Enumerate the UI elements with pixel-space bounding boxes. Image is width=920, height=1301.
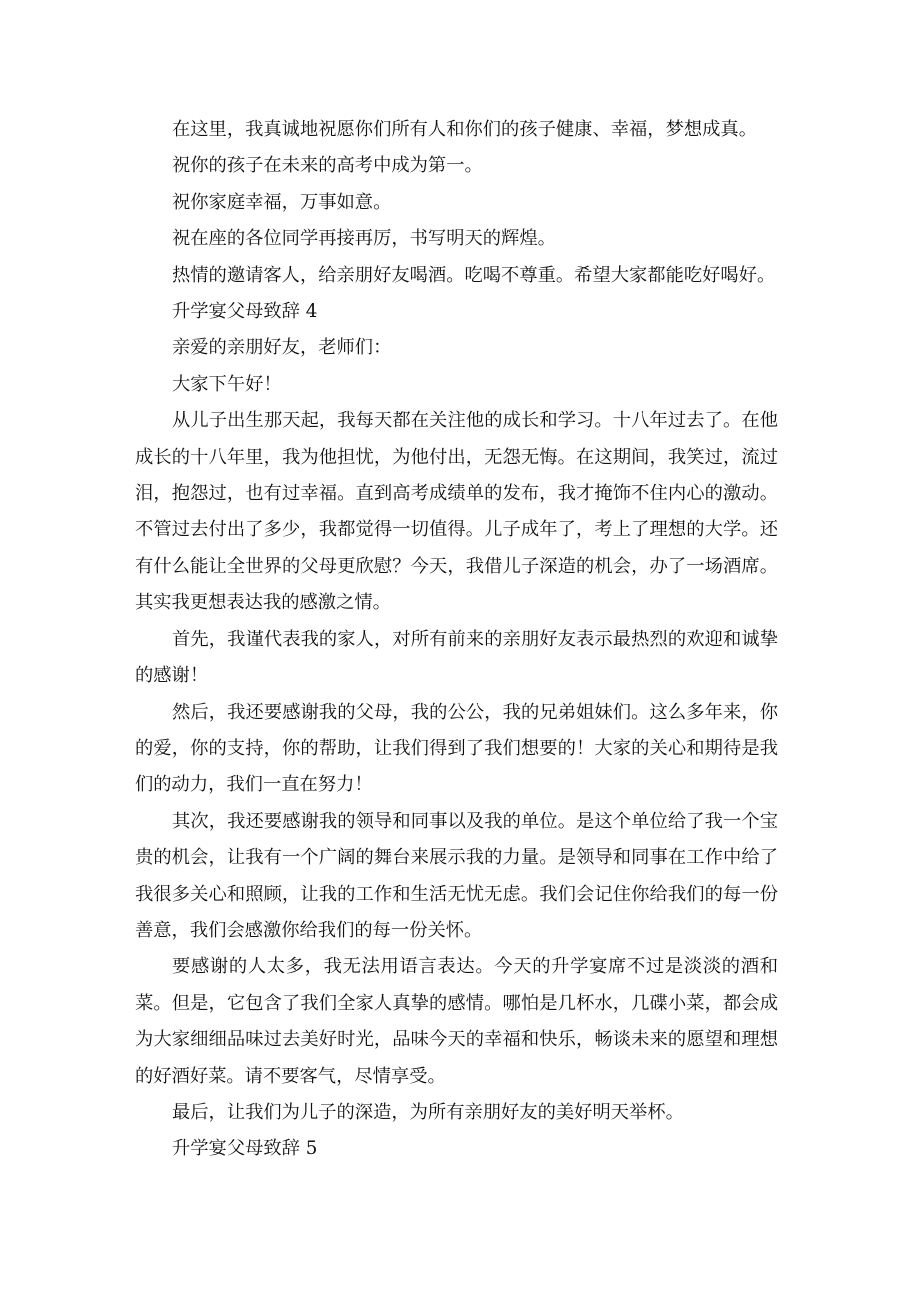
paragraph-too-many-thanks: 要感谢的人太多，我无法用语言表达。今天的升学宴席不过是淡淡的酒和菜。但是，它包含了我们全家人真挚的感情。哪怕是几杯水，几碟小菜，都会成为大家细细品味过去美好时光，品味今天的幸福和快乐，畅谈未来的愿望和理想的好酒好菜。请不要客气，尽情享受。 <box>135 956 778 1087</box>
paragraph-wish-exam: 祝你的孩子在未来的高考中成为第一。 <box>172 155 483 177</box>
section-heading-4: 升学宴父母致辞 4 <box>172 301 318 323</box>
paragraph-since-birth: 从儿子出生那天起，我每天都在关注他的成长和学习。十八年过去了。在他成长的十八年里，我为他担忧，为他付出，无怨无悔。在这期间，我笑过，流过泪，抱怨过，也有过幸福。直到高考成绩单的发布，我才掩饰不住内心的激动。不管过去付出了多少，我都觉得一切值得。儿子成年了，考上了理想的大学。还有什么能让全世界的父母更欣慰？今天，我借儿子深造的机会，办了一场酒席。其实我更想表达我的感激之情。 <box>135 410 778 614</box>
paragraph-thanks-work: 其次，我还要感谢我的领导和同事以及我的单位。是这个单位给了我一个宝贵的机会，让我有一个广阔的舞台来展示我的力量。是领导和同事在工作中给了我很多关心和照顾，让我的工作和生活无忧无虑。我们会记住你给我们的每一份善意，我们会感激你给我们的每一份关怀。 <box>135 810 778 941</box>
paragraph-first-thanks: 首先，我谨代表我的家人，对所有前来的亲朋好友表示最热烈的欢迎和诚挚的感谢！ <box>135 628 778 687</box>
paragraph-toast: 最后，让我们为儿子的深造，为所有亲朋好友的美好明天举杯。 <box>172 1101 684 1123</box>
greeting: 大家下午好！ <box>172 373 282 395</box>
document-page <box>135 112 778 1168</box>
paragraph-wish-classmates: 祝在座的各位同学再接再厉，书写明天的辉煌。 <box>172 228 556 250</box>
paragraph-invite-guests: 热情的邀请客人，给亲朋好友喝酒。吃喝不尊重。希望大家都能吃好喝好。 <box>172 264 776 286</box>
salutation: 亲爱的亲朋好友，老师们： <box>172 337 392 359</box>
paragraph-wish-family: 祝你家庭幸福，万事如意。 <box>172 191 392 213</box>
paragraph-thanks-family: 然后，我还要感谢我的父母，我的公公，我的兄弟姐妹们。这么多年来，你的爱，你的支持，你的帮助，让我们得到了我们想要的！大家的关心和期待是我们的动力，我们一直在努力！ <box>135 701 778 796</box>
paragraph-wishes-health: 在这里，我真诚地祝愿你们所有人和你们的孩子健康、幸福，梦想成真。 <box>172 119 757 140</box>
section-heading-5: 升学宴父母致辞 5 <box>172 1138 318 1160</box>
